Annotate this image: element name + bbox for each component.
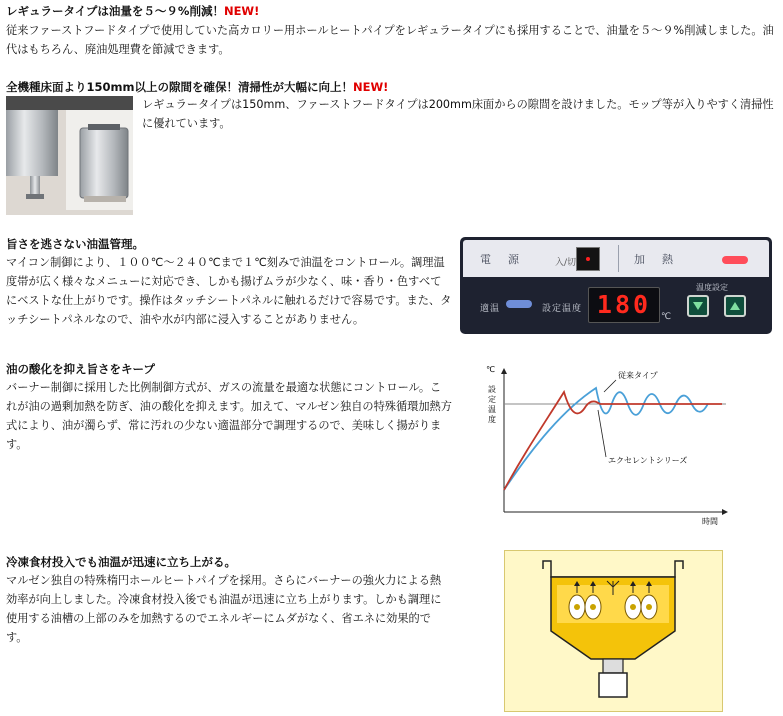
section2-body: レギュラータイプは150mm、ファーストフードタイプは200mm床面からの隙間を設けました。モップ等が入りやすく清掃性に優れています。 — [142, 98, 774, 130]
section4-body: バーナー制御に採用した比例制御方式が、ガスの流量を最適な状態にコントロール。これが油の過剰加熱を防ぎ、油の酸化を抑えます。加えて、マルゼン独自の特殊循環加熱方式により、油が濁らず、常に汚れの少ない適温部分で調理するので、美味しく揚がります。 — [6, 381, 452, 451]
legend-conventional: 従来タイプ — [618, 371, 658, 380]
section3-title: 旨さを逃さない油温管理。 — [6, 237, 144, 251]
control-panel — [460, 237, 772, 334]
fryer-heating-diagram — [504, 550, 723, 712]
temp-setting-label: 温度設定 — [696, 283, 728, 292]
heat-lamp — [722, 256, 748, 264]
section2-title-text: 全機種床面より150mm以上の隙間を確保！清掃性が大幅に向上！ — [6, 80, 353, 94]
temp-ready-label: 適温 — [480, 304, 501, 314]
new-badge: NEW! — [223, 4, 260, 18]
legend-leader-excellent — [598, 410, 606, 457]
section2-title — [6, 80, 388, 95]
unit-label: ℃ — [661, 312, 673, 322]
power-indicator-icon — [586, 257, 590, 261]
power-button[interactable] — [576, 247, 600, 271]
fryer-legs-illustration — [6, 96, 133, 215]
section4-title: 油の酸化を抑え旨さをキープ — [6, 362, 155, 376]
panel-divider — [618, 245, 619, 272]
fryer-tank-illustration — [505, 551, 722, 711]
temperature-display: 180 — [588, 287, 660, 323]
x-axis-label: 時間 — [702, 517, 718, 526]
fryer-legs-photo — [6, 96, 133, 215]
section3-body: マイコン制御により、１００℃～２４０℃まで１℃刻みで油温をコントロール。調理温度帯が広く様々なメニューに対応でき、しかも揚げムラが少なく、味・香り・色すべてにベストな仕上がりです。操作はタッチシートパネルに触れるだけで容易です。また、タッチシートパネルなので、油や水が内部に浸入することがありません。 — [6, 256, 452, 326]
y-axis-arrow — [501, 368, 507, 374]
temp-down-button[interactable] — [687, 295, 709, 317]
series-excellent-line — [504, 392, 722, 490]
heat-label: 加 熱 — [634, 253, 676, 266]
section1-title — [6, 4, 259, 19]
section5-title: 冷凍食材投入でも油温が迅速に立ち上がる。 — [6, 555, 236, 569]
power-on-label: 入/切 — [555, 258, 577, 268]
triangle-down-icon — [689, 297, 707, 315]
set-temp-label: 設定温度 — [542, 304, 583, 314]
legend-leader-conventional — [604, 380, 616, 392]
section1-title-text: レギュラータイプは油量を５～９%削減！ — [6, 4, 224, 18]
power-label: 電 源 — [480, 253, 522, 266]
temp-up-button[interactable] — [724, 295, 746, 317]
x-axis-arrow — [722, 509, 728, 515]
triangle-up-icon — [726, 297, 744, 315]
legend-excellent: エクセレントシリーズ — [608, 456, 688, 465]
temp-ready-lamp — [506, 300, 532, 308]
section5-body: マルゼン独自の特殊楕円ホールヒートパイプを採用。さらにバーナーの強火力による熱効率が向上しました。冷凍食材投入後でも油温が迅速に立ち上がります。しかも調理に使用する油槽の上部のみを加熱するのでエネルギーにムダがなく、省エネに効果的です。 — [6, 574, 442, 644]
temperature-chart — [476, 362, 738, 528]
new-badge: NEW! — [352, 80, 389, 94]
y-axis-label: 設定温度 — [488, 385, 496, 424]
y-unit-label: ℃ — [486, 365, 495, 374]
section1-body: 従来ファーストフードタイプで使用していた高カロリー用ホールヒートパイプをレギュラータイプにも採用することで、油量を５～９%削減しました。油代はもちろん、廃油処理費を節減できます。 — [6, 24, 774, 56]
